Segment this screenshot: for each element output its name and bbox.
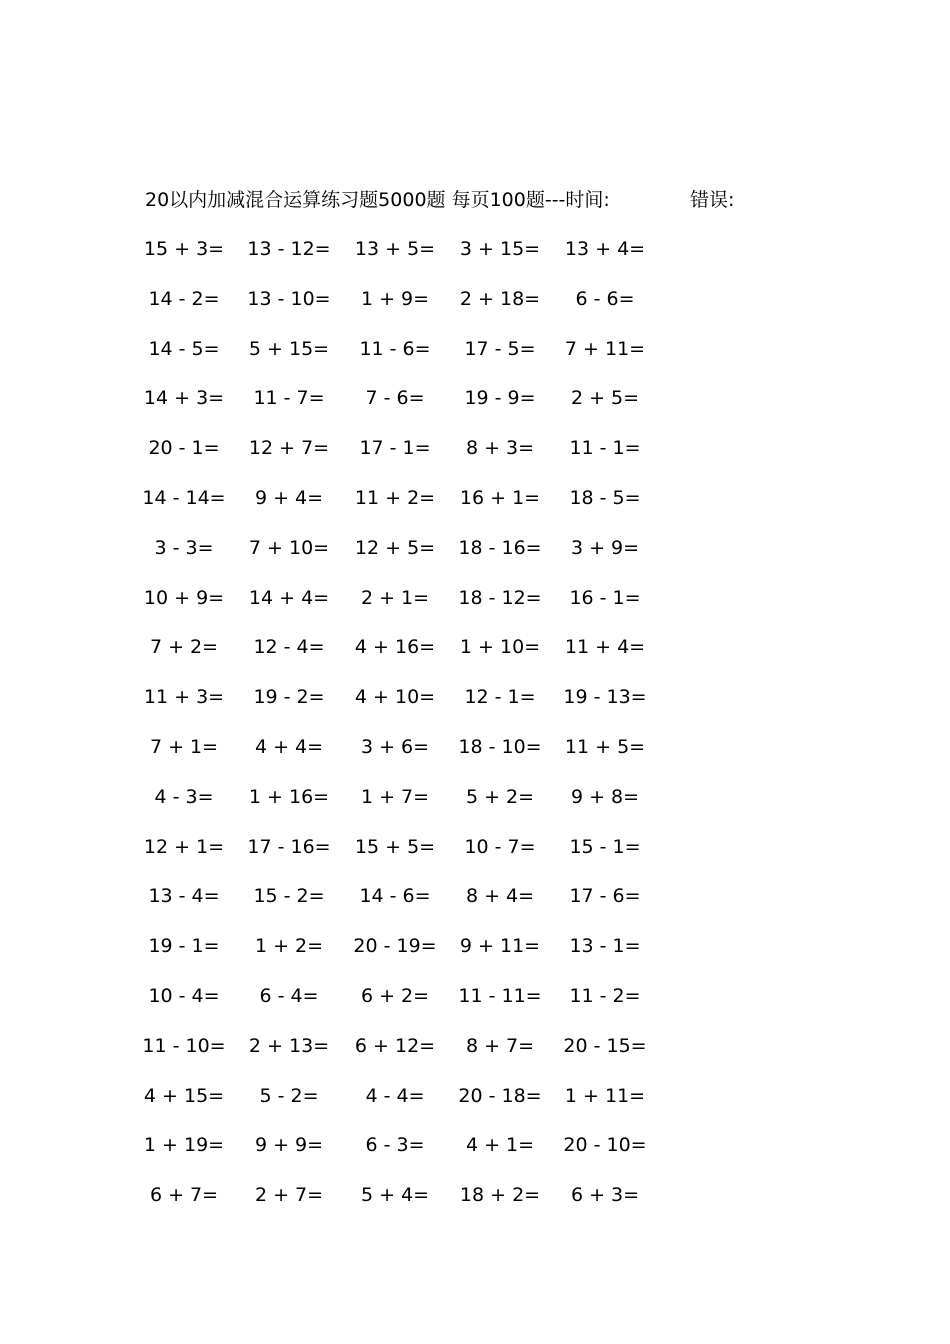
problem-item: 1 + 7= <box>360 785 430 808</box>
worksheet-title: 20以内加减混合运算练习题5000题 每页100题---时间: <box>145 189 610 211</box>
problem-item: 11 + 5= <box>564 736 646 758</box>
problem-item: 10 - 4= <box>148 985 220 1007</box>
problem-item: 17 - 1= <box>359 437 431 460</box>
problem-item: 4 + 4= <box>254 736 324 758</box>
problem-item: 6 + 12= <box>354 1034 436 1057</box>
problem-item: 4 - 3= <box>154 785 214 808</box>
problem-item: 15 - 1= <box>569 835 641 858</box>
problem-item: 4 + 15= <box>143 1084 225 1107</box>
problem-item: 13 - 12= <box>247 238 331 260</box>
problem-item: 11 + 3= <box>143 686 225 709</box>
problem-item: 1 + 19= <box>143 1134 225 1157</box>
problem-item: 6 + 3= <box>570 1184 640 1207</box>
problem-item: 18 - 12= <box>458 586 542 609</box>
problem-item: 5 - 2= <box>259 1084 319 1107</box>
problem-item: 9 + 11= <box>459 935 541 958</box>
problem-item: 13 + 5= <box>354 238 436 260</box>
problem-item: 18 + 2= <box>459 1184 541 1207</box>
problem-item: 19 - 9= <box>464 387 536 410</box>
problem-item: 2 + 5= <box>570 387 640 410</box>
problem-item: 15 + 3= <box>143 238 225 260</box>
problem-item: 18 - 10= <box>458 736 542 758</box>
problem-item: 11 - 10= <box>142 1034 226 1057</box>
problem-item: 20 - 10= <box>563 1134 647 1157</box>
problem-item: 9 + 8= <box>570 785 640 808</box>
problem-item: 4 + 1= <box>465 1134 535 1157</box>
problem-item: 19 - 2= <box>253 686 325 709</box>
problem-item: 13 + 4= <box>564 238 646 260</box>
problem-item: 1 + 2= <box>254 935 324 958</box>
problem-item: 7 + 10= <box>248 536 330 559</box>
problem-item: 18 - 16= <box>458 536 542 559</box>
page-header <box>145 186 735 214</box>
problem-item: 12 + 7= <box>248 437 330 460</box>
problem-item: 16 - 1= <box>569 586 641 609</box>
problem-item: 7 - 6= <box>365 387 425 410</box>
problem-item: 1 + 16= <box>248 785 330 808</box>
problem-item: 13 - 1= <box>569 935 641 958</box>
problem-item: 20 - 1= <box>148 437 220 460</box>
problem-item: 11 + 2= <box>354 487 436 509</box>
problem-item: 6 - 6= <box>575 287 635 310</box>
problem-item: 1 + 9= <box>360 287 430 310</box>
problem-item: 8 + 7= <box>465 1034 535 1057</box>
problem-item: 9 + 9= <box>254 1134 324 1157</box>
problem-item: 11 - 2= <box>569 985 641 1007</box>
problem-item: 12 - 4= <box>253 636 325 659</box>
problem-item: 11 - 7= <box>253 387 325 410</box>
problem-item: 15 - 2= <box>253 885 325 908</box>
problem-item: 14 + 4= <box>248 586 330 609</box>
problem-item: 14 + 3= <box>143 387 225 410</box>
problem-item: 2 + 7= <box>254 1184 324 1207</box>
problem-item: 6 + 7= <box>149 1184 219 1207</box>
problem-item: 10 + 9= <box>143 586 225 609</box>
problem-item: 11 - 1= <box>569 437 641 460</box>
problem-item: 7 + 2= <box>149 636 219 659</box>
problem-item: 15 + 5= <box>354 835 436 858</box>
problem-item: 2 + 18= <box>459 287 541 310</box>
problem-item: 3 + 9= <box>570 536 640 559</box>
problem-item: 20 - 19= <box>353 935 437 958</box>
problem-item: 17 - 6= <box>569 885 641 908</box>
problem-item: 20 - 15= <box>563 1034 647 1057</box>
problem-item: 14 - 6= <box>359 885 431 908</box>
problem-item: 4 - 4= <box>365 1084 425 1107</box>
problem-item: 19 - 1= <box>148 935 220 958</box>
problem-item: 18 - 5= <box>569 487 641 509</box>
problem-item: 2 + 13= <box>248 1034 330 1057</box>
problem-item: 12 + 5= <box>354 536 436 559</box>
problem-item: 6 + 2= <box>360 985 430 1007</box>
problem-item: 3 + 6= <box>360 736 430 758</box>
problem-item: 1 + 10= <box>459 636 541 659</box>
problem-item: 14 - 5= <box>148 337 220 360</box>
problem-item: 4 + 10= <box>354 686 436 709</box>
errors-label: 错误: <box>690 189 735 211</box>
problem-item: 14 - 14= <box>142 487 226 509</box>
problem-item: 4 + 16= <box>354 636 436 659</box>
problem-item: 7 + 11= <box>564 337 646 360</box>
problem-item: 8 + 3= <box>465 437 535 460</box>
problem-item: 11 - 11= <box>458 985 542 1007</box>
problem-item: 5 + 4= <box>360 1184 430 1207</box>
problem-item: 3 + 15= <box>459 238 541 260</box>
problem-item: 7 + 1= <box>149 736 219 758</box>
problem-item: 6 - 4= <box>259 985 319 1007</box>
problem-item: 13 - 10= <box>247 287 331 310</box>
problem-item: 14 - 2= <box>148 287 220 310</box>
problem-item: 17 - 5= <box>464 337 536 360</box>
problem-item: 6 - 3= <box>365 1134 425 1157</box>
problem-item: 12 + 1= <box>143 835 225 858</box>
problem-item: 2 + 1= <box>360 586 430 609</box>
problem-item: 8 + 4= <box>465 885 535 908</box>
problem-item: 3 - 3= <box>154 536 214 559</box>
problem-item: 19 - 13= <box>563 686 647 709</box>
problem-item: 5 + 15= <box>248 337 330 360</box>
problem-item: 17 - 16= <box>247 835 331 858</box>
problem-item: 1 + 11= <box>564 1084 646 1107</box>
problem-item: 5 + 2= <box>465 785 535 808</box>
problem-item: 10 - 7= <box>464 835 536 858</box>
problem-item: 20 - 18= <box>458 1084 542 1107</box>
problem-item: 16 + 1= <box>459 487 541 509</box>
problem-item: 13 - 4= <box>148 885 220 908</box>
problem-item: 11 + 4= <box>564 636 646 659</box>
problem-item: 12 - 1= <box>464 686 536 709</box>
problem-item: 9 + 4= <box>254 487 324 509</box>
problem-item: 11 - 6= <box>359 337 431 360</box>
